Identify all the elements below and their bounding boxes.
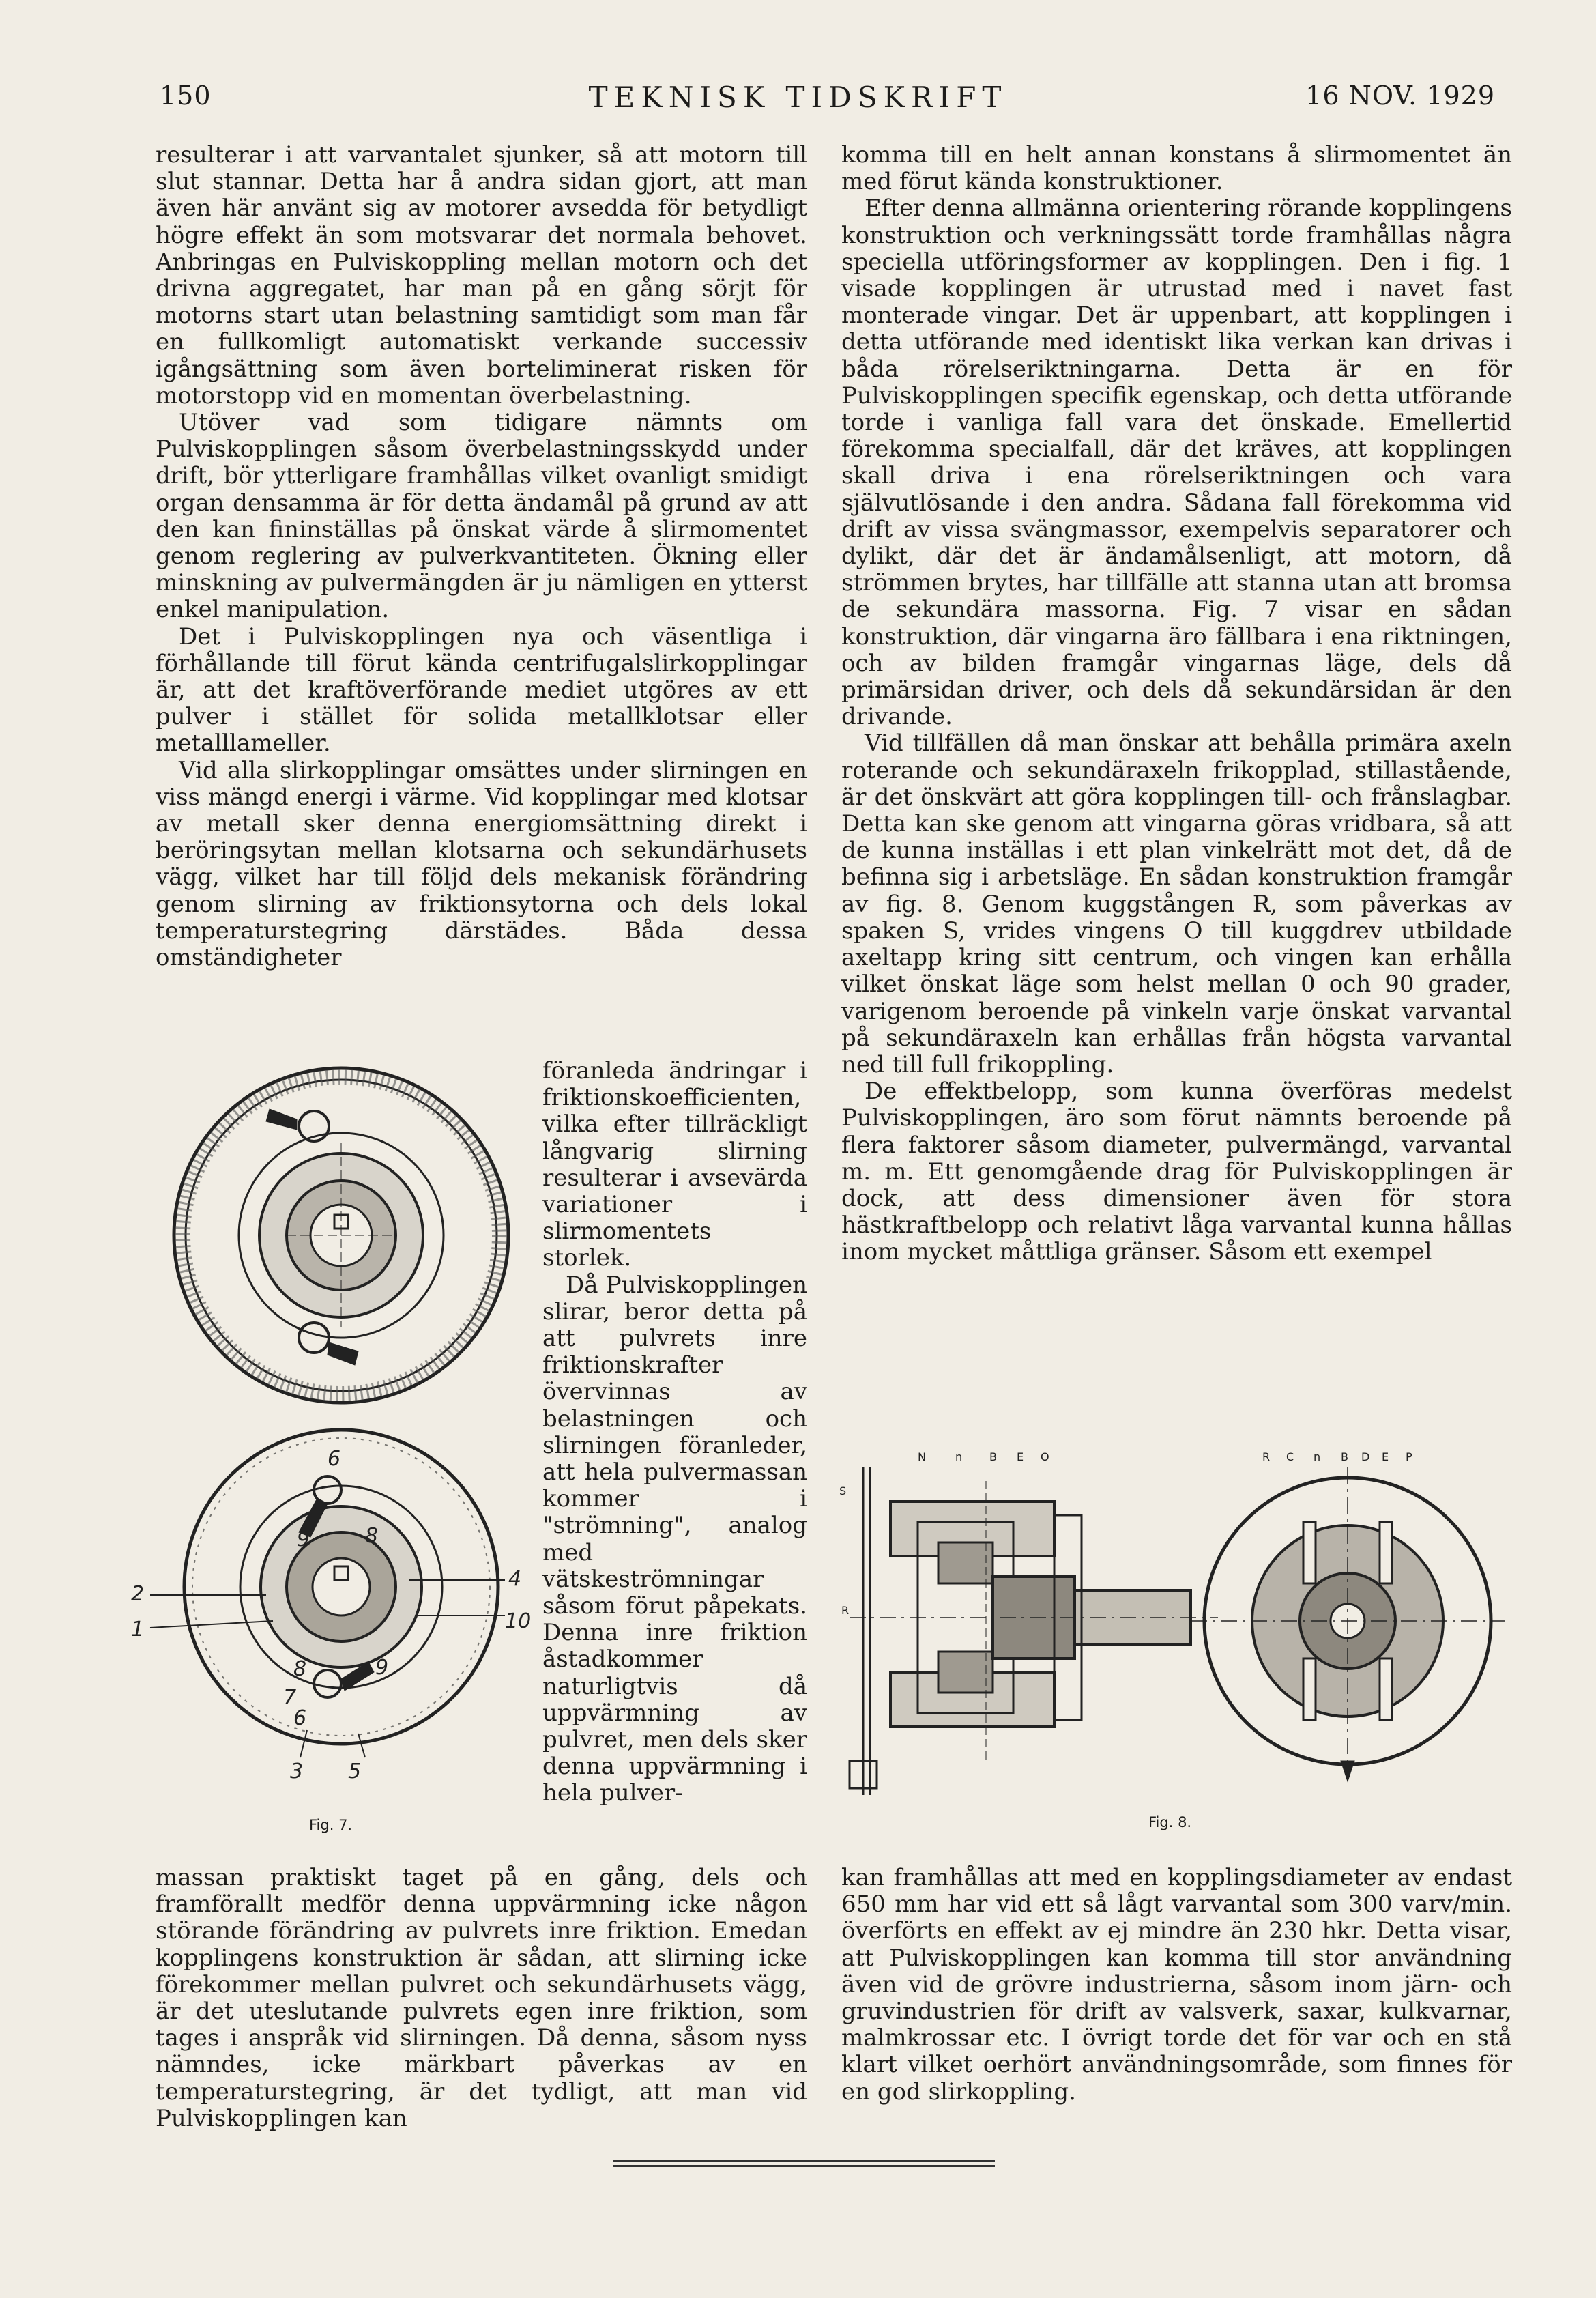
wrap-column bbox=[542, 1058, 807, 1807]
fig7-label: 9 bbox=[375, 1656, 389, 1680]
fig8-label: E bbox=[1382, 1450, 1389, 1463]
left-column bbox=[156, 142, 807, 971]
right-column-bottom bbox=[841, 1865, 1512, 2106]
fig8-label: C bbox=[1286, 1450, 1294, 1463]
fig8-label: R bbox=[841, 1604, 850, 1617]
fig8-label: n bbox=[955, 1450, 963, 1463]
fig7-label: 8 bbox=[293, 1657, 307, 1681]
fig8-section-view bbox=[850, 1467, 1218, 1795]
fig8-label: B bbox=[1341, 1450, 1348, 1463]
fig8-caption: Fig. 8. bbox=[1148, 1814, 1192, 1830]
fig7-label: 3 bbox=[290, 1760, 304, 1783]
fig8-label: E bbox=[1017, 1450, 1024, 1463]
left-column-bottom bbox=[156, 1865, 807, 2132]
paragraph: Efter denna allmänna orientering rörande kopplingens konstruktion och verkningssätt torde framhållas några speciella utföringsformer av kopplingen. Den i fig. 1 visade kopplingen är utrustad med i navet fast monterade vingar. Det är uppenbart, att kopplingen i detta utförande med identiskt lika verkan kan drivas i båda rörelseriktningarna. Detta är en för Pulviskopplingen specifik egenskap, och detta utförande torde i vanliga fall vara det önskade. Emellertid förekomma specialfall, där det kräves, att kopplingen skall driva i ena rörelseriktningen och vara självutlösande i den andra. Sådana fall förekomma vid drift av vissa svängmassor, exempelvis separatorer och dylikt, där det är ändamålsenligt, att motorn, då strömmen brytes, har tillfälle att stanna utan att bromsa de sekundära massorna. Fig. 7 visar en sådan konstruktion, där vingarna äro fällbara i ena riktningen, och av bilden framgår vingarnas läge, dels då primärsidan driver, och dels då sekundärsidan är den drivande. bbox=[841, 195, 1512, 731]
paragraph: De effektbelopp, som kunna överföras medelst Pulviskopplingen, äro som förut nämnts beroende på flera faktorer såsom diameter, pulvermängd, varvantal m. m. Ett genomgående drag för Pulviskopplingen är dock, att dess dimensioner även för stora hästkraftbelopp och relativt låga varvantal kunna hållas inom mycket måttliga gränser. Såsom ett exempel bbox=[841, 1078, 1512, 1266]
fig8-label: D bbox=[1361, 1450, 1370, 1463]
fig7-label: 8 bbox=[365, 1524, 379, 1548]
page-number: 150 bbox=[160, 81, 212, 111]
end-rule bbox=[613, 2160, 995, 2167]
fig8-label: R bbox=[1262, 1450, 1271, 1463]
fig8-label: B bbox=[989, 1450, 997, 1463]
paragraph: kan framhållas att med en kopplingsdiameter av endast 650 mm har vid ett så lågt varvantal som 300 varv/min. överförts en effekt av ej mindre än 230 hkr. Detta visar, att Pulviskopplingen kan komma till stor användning även vid de grövre industrierna, såsom inom järn- och gruvindustrien för drift av valsverk, saxar, kulkvarnar, malmkrossar etc. I övrigt torde det för var och en stå klart vilket oerhört användningsområde, som finnes för en god slirkoppling. bbox=[841, 1864, 1512, 2106]
fig7-label: 4 bbox=[508, 1567, 522, 1591]
paragraph: Det i Pulviskopplingen nya och väsentliga i förhållande till förut kända centrifugalslirkopplingar är, att det kraftöverförande mediet utgöres av ett pulver i stället för solida metallklotsar eller metalllameller. bbox=[156, 622, 807, 758]
fig8-label: O bbox=[1041, 1450, 1049, 1463]
fig7-label: 1 bbox=[131, 1618, 145, 1641]
fig8-label: N bbox=[918, 1450, 926, 1463]
paragraph: resulterar i att varvantalet sjunker, så att motorn till slut stannar. Detta har å andra sidan gjort, att man även här använt sig av motorer avsedda för betydligt högre effekt än som motsvarar det normala behovet. Anbringas en Pulviskoppling mellan motorn och det drivna aggregatet, har man på en gång sörjt för motorns start utan belastning samtidigt som man får en fullkomligt automatiskt verkande successiv igångsättning som även borteliminerat risken för motorstopp vid en momentan överbelastning. bbox=[156, 141, 807, 410]
paragraph: Utöver vad som tidigare nämnts om Pulviskopplingen såsom överbelastningsskydd under drift, bör ytterligare framhållas vilket ovanligt smidigt organ densamma är för detta ändamål på grund av att den kan fininställas på önskat värde å slirmomentet genom reglering av pulverkvantiteten. Ökning eller minskning av pulvermängden är ju nämligen en ytterst enkel manipulation. bbox=[156, 409, 807, 624]
paragraph: massan praktiskt taget på en gång, dels och framförallt medför denna uppvärmning icke någon störande förändring av pulvrets inre friktion. Emedan kopplingens konstruktion är sådan, att slirning icke förekommer mellan pulvret och sekundärhusets vägg, är det uteslutande pulvrets egen inre friktion, som tages i anspråk vid slirningen. Då denna, såsom nyss nämndes, icke märkbart påverkas av en temperaturstegring, är det tydligt, att man vid Pulviskopplingen kan bbox=[156, 1864, 807, 2132]
fig7-label: 10 bbox=[505, 1609, 532, 1633]
figure-7 bbox=[123, 1061, 532, 1819]
journal-title: TEKNISK TIDSKRIFT bbox=[588, 81, 1008, 114]
paragraph: föranleda ändringar i friktionskoefficienten, vilka efter tillräckligt långvarig slirning resulterar i avsevärda variationer i slirmomentets storlek. bbox=[542, 1057, 807, 1272]
fig7-label: 5 bbox=[348, 1760, 362, 1783]
paragraph: Vid tillfällen då man önskar att behålla primära axeln roterande och sekundäraxeln frikopplad, stillastående, är det önskvärt att göra kopplingen till- och frånslagbar. Detta kan ske genom att vingarna göras vridbara, så att de kunna inställas i ett plan vinkelrätt mot det, då de befinna sig i arbetsläge. En sådan konstruktion framgår av fig. 8. Genom kuggstången R, som påverkas av spaken S, vrides vingens O till kuggdrev utbildade axeltapp kring sitt centrum, och vingen kan erhålla vilket önskat läge som helst mellan 0 och 90 grader, varigenom beroende på vinkeln varje önskat varvantal på sekundäraxeln kan erhållas från högsta varvantal ned till full frikoppling. bbox=[841, 730, 1512, 1078]
fig8-label: S bbox=[839, 1484, 847, 1497]
fig7-label: 2 bbox=[131, 1582, 145, 1606]
fig7-label: 6 bbox=[328, 1447, 341, 1471]
paragraph: Vid alla slirkopplingar omsättes under slirningen en viss mängd energi i värme. Vid kopplingar med klotsar av metall sker denna energiomsättning direkt i beröringsytan mellan klotsarna och sekundärhusets vägg, vilket har till följd dels mekanisk förändring genom slirning av friktionsytorna och dels lokal temperaturstegring därstädes. Båda dessa omständigheter bbox=[156, 756, 807, 972]
fig7-label: 7 bbox=[283, 1686, 297, 1710]
fig7-upper-view bbox=[174, 1068, 508, 1403]
fig7-label: 9 bbox=[297, 1527, 310, 1551]
fig8-label: n bbox=[1314, 1450, 1321, 1463]
right-column bbox=[841, 142, 1512, 1266]
fig8-front-view bbox=[1191, 1467, 1505, 1781]
fig7-label: 6 bbox=[293, 1706, 307, 1730]
issue-date: 16 NOV. 1929 bbox=[1305, 81, 1495, 111]
fig7-caption: Fig. 7. bbox=[309, 1817, 353, 1833]
paragraph: Då Pulviskopplingen slirar, beror detta på att pulvrets inre friktionskrafter övervinnas av belastningen och slirningen föranleder, att hela pulvermassan kommer i "strömning", analog med vätskeströmningar såsom förut påpekats. Denna inre friktion åstadkommer naturligtvis då uppvärmning av pulvret, men dels sker denna uppvärmning i hela pulver- bbox=[542, 1271, 807, 1807]
fig8-label: P bbox=[1406, 1450, 1412, 1463]
fig7-lower-view bbox=[150, 1430, 505, 1757]
figure-8 bbox=[836, 1440, 1518, 1822]
paragraph: komma till en helt annan konstans å slirmomentet än med förut kända konstruktioner. bbox=[841, 141, 1512, 196]
